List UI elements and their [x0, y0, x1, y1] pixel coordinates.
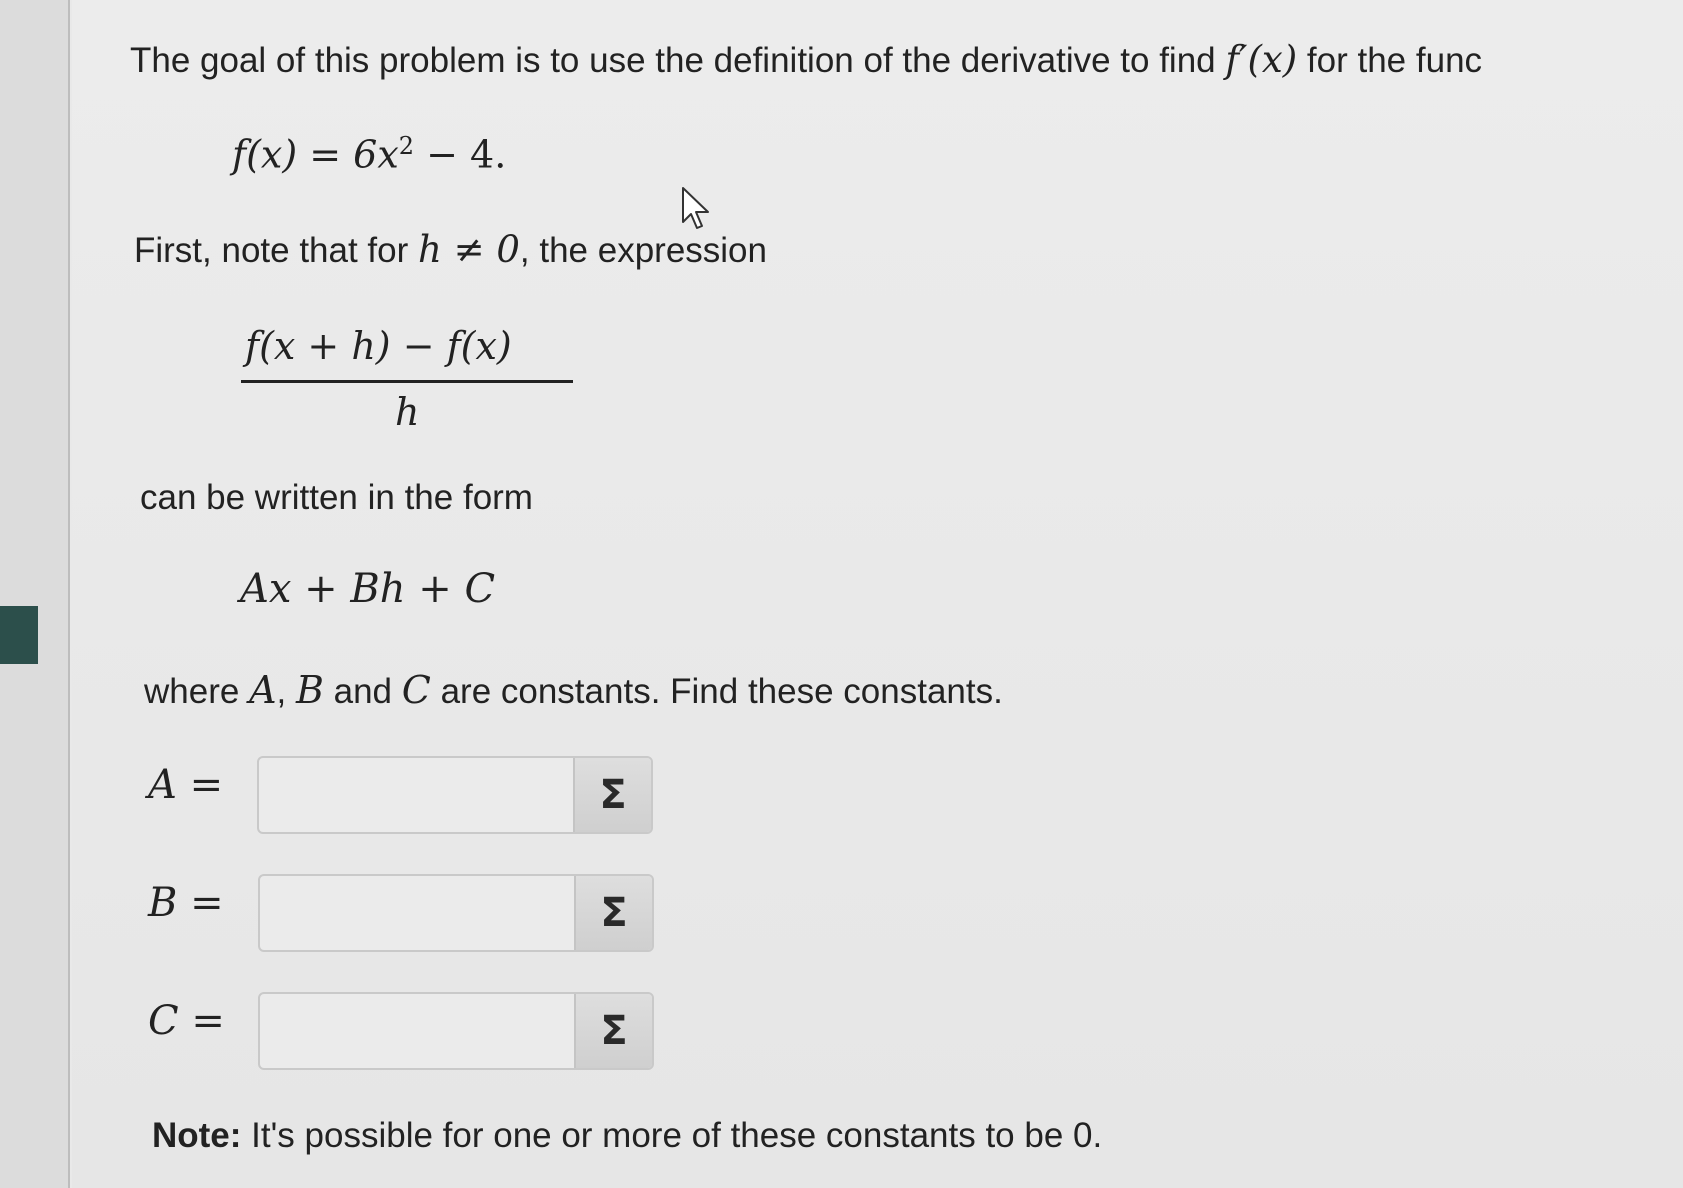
- fraction-numerator: f(x + h) − f(x): [245, 324, 512, 368]
- where-A: A: [249, 668, 277, 712]
- mouse-pointer-icon: [680, 186, 714, 232]
- note-math: h ≠ 0: [418, 228, 520, 271]
- note-prefix: First, note that for: [134, 231, 418, 270]
- fraction-bar: [241, 380, 573, 383]
- where-and: and: [323, 672, 402, 711]
- function-lhs: f(x) = 6x: [232, 132, 399, 177]
- footer-note: [152, 1116, 1102, 1156]
- note-line: [134, 228, 767, 271]
- field-c-label: C =: [148, 998, 225, 1044]
- intro-line: [130, 38, 1482, 81]
- left-sidebar-strip: [0, 0, 70, 1188]
- sigma-icon: Σ: [600, 1008, 628, 1054]
- fraction-denominator: h: [395, 390, 420, 434]
- intro-tail: for the func: [1297, 41, 1483, 80]
- where-suffix: are constants. Find these constants.: [430, 672, 1003, 711]
- field-b-input[interactable]: [260, 876, 576, 950]
- function-rhs: − 4.: [414, 132, 507, 177]
- field-c-box: [258, 992, 654, 1070]
- where-sep1: ,: [276, 672, 296, 711]
- function-exponent: 2: [398, 132, 415, 160]
- field-b-equation-editor-button[interactable]: [574, 876, 652, 950]
- note-suffix: , the expression: [519, 231, 767, 270]
- intro-text: The goal of this problem is to use the definition of the derivative to find: [130, 41, 1226, 80]
- form-text: can be written in the form: [140, 478, 533, 517]
- where-line: [144, 668, 1003, 712]
- where-prefix: where: [144, 672, 250, 711]
- where-B: B: [295, 668, 324, 712]
- form-expression: Ax + Bh + C: [240, 566, 496, 612]
- field-a-equation-editor-button[interactable]: [573, 758, 651, 832]
- field-c-input[interactable]: [260, 994, 576, 1068]
- footer-note-text: It's possible for one or more of these constants to be 0.: [241, 1116, 1103, 1155]
- intro-math: f′(x): [1225, 38, 1298, 81]
- field-b-label: B =: [148, 880, 224, 926]
- field-a-box: [257, 756, 653, 834]
- field-a-label: A =: [148, 762, 224, 808]
- sigma-icon: Σ: [600, 890, 628, 936]
- field-c-equation-editor-button[interactable]: [574, 994, 652, 1068]
- where-C: C: [401, 668, 431, 712]
- field-b-box: [258, 874, 654, 952]
- field-a-input[interactable]: [259, 758, 575, 832]
- sidebar-toggle-tab[interactable]: [0, 606, 38, 664]
- footer-note-bold: Note:: [152, 1116, 242, 1155]
- function-definition: [232, 132, 506, 177]
- sigma-icon: Σ: [599, 772, 627, 818]
